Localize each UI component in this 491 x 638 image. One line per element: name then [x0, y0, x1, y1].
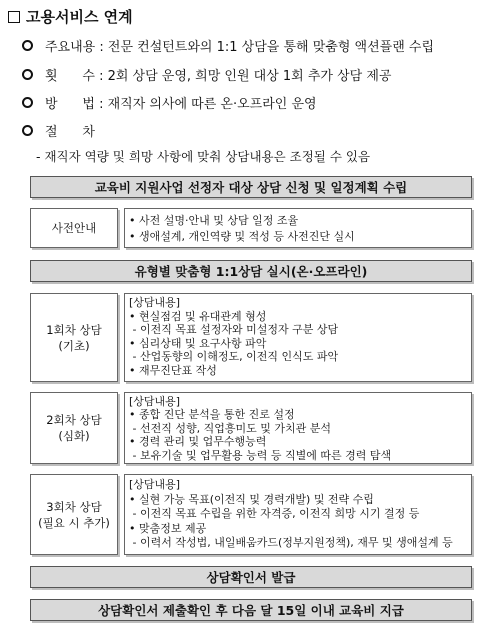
bullet-main-content: [22, 36, 434, 55]
bullet-count: [22, 65, 391, 84]
session-sublabel: (심화): [58, 429, 90, 443]
session1-content-box: [124, 293, 472, 382]
flow-step-consultation: 유형별 맞춤형 1:1상담 실시(온·오프라인): [30, 260, 472, 282]
bullet-text: : 2회 상담 운영, 희망 인원 대상 1회 추가 상담 제공: [99, 69, 392, 84]
session-line: [상담내용]: [129, 296, 181, 309]
intro-content-box: [124, 208, 472, 248]
bullet-text: : 전문 컨설턴트와의 1:1 상담을 통해 맞춤형 액션플랜 수립: [99, 40, 435, 55]
section-heading: [8, 6, 133, 27]
session-label: 2회차 상담: [46, 413, 102, 427]
session-line: - 산업동향의 이해정도, 이전직 인식도 파악: [129, 350, 339, 364]
session-line: • 재무진단표 작성: [129, 363, 217, 377]
session-sublabel: (기초): [58, 338, 90, 353]
bullet-label: 방 법: [45, 97, 95, 112]
intro-label: 사전안내: [51, 221, 97, 235]
session-line: - 이전직 목표 설정자와 미설정자 구분 상담: [129, 323, 339, 337]
flow-step-certificate: 상담확인서 발급: [30, 566, 472, 588]
flow-step-application: 교육비 지원사업 선정자 대상 상담 신청 및 일정계획 수립: [30, 176, 472, 198]
square-bullet-icon: [8, 11, 20, 23]
circle-bullet-icon: [22, 97, 33, 108]
bullet-text: : 재직자 의사에 따른 온·오프라인 운영: [99, 97, 317, 112]
session-line: - 선전직 성향, 직업흥미도 및 가치관 분석: [129, 421, 331, 435]
session-line: - 보유기술 및 업무활용 능력 등 직별에 따른 경력 탐색: [129, 448, 392, 462]
section-heading-text: 고용서비스 연계: [26, 8, 133, 26]
session-label: 3회차 상담: [46, 499, 102, 514]
session-line: - 이력서 작성법, 내일배움카드(정부지원정책), 재무 및 생애설계 등: [129, 536, 453, 550]
session-line: • 실현 가능 목표(이전직 및 경력개발) 및 전략 수립: [129, 492, 374, 506]
session2-label-box: [30, 392, 118, 464]
bullet-label: 주요내용: [45, 40, 96, 55]
session-line: [상담내용]: [129, 395, 181, 408]
session-line: • 현실점검 및 유대관계 형성: [129, 309, 267, 323]
session-line: • 심리상태 및 요구사항 파악: [129, 336, 267, 350]
bullet-label: 절 차: [45, 125, 95, 140]
session2-content-box: [124, 392, 472, 464]
session3-content-box: [124, 474, 472, 555]
session-line: - 이전직 목표 수립을 위한 자격증, 이전직 희망 시기 결정 등: [129, 507, 420, 521]
session1-label-box: [30, 293, 118, 382]
session-line: • 종합 진단 분석을 통한 진로 설정: [129, 408, 295, 422]
circle-bullet-icon: [22, 40, 33, 51]
circle-bullet-icon: [22, 69, 33, 80]
session-line: • 맞춤정보 제공: [129, 521, 207, 535]
session-line: [상담내용]: [129, 478, 181, 491]
session-sublabel: (필요 시 추가): [38, 515, 110, 530]
bullet-method: [22, 93, 317, 112]
bullet-label: 횟 수: [45, 69, 95, 84]
intro-line: • 생애설계, 개인역량 및 적성 등 사전진단 실시: [129, 229, 355, 243]
session-line: • 경력 관리 및 업무수행능력: [129, 435, 267, 449]
circle-bullet-icon: [22, 125, 33, 136]
bullet-procedure: [22, 121, 95, 140]
intro-label-box: [30, 208, 118, 248]
intro-line: • 사전 설명·안내 및 상담 일정 조율: [129, 214, 299, 227]
procedure-note: - 재직자 역량 및 희망 사항에 맞춰 상담내용은 조정될 수 있음: [36, 149, 371, 164]
session3-label-box: [30, 474, 118, 555]
flow-step-payment: 상담확인서 제출확인 후 다음 달 15일 이내 교육비 지급: [30, 599, 472, 621]
session-label: 1회차 상담: [46, 322, 102, 337]
